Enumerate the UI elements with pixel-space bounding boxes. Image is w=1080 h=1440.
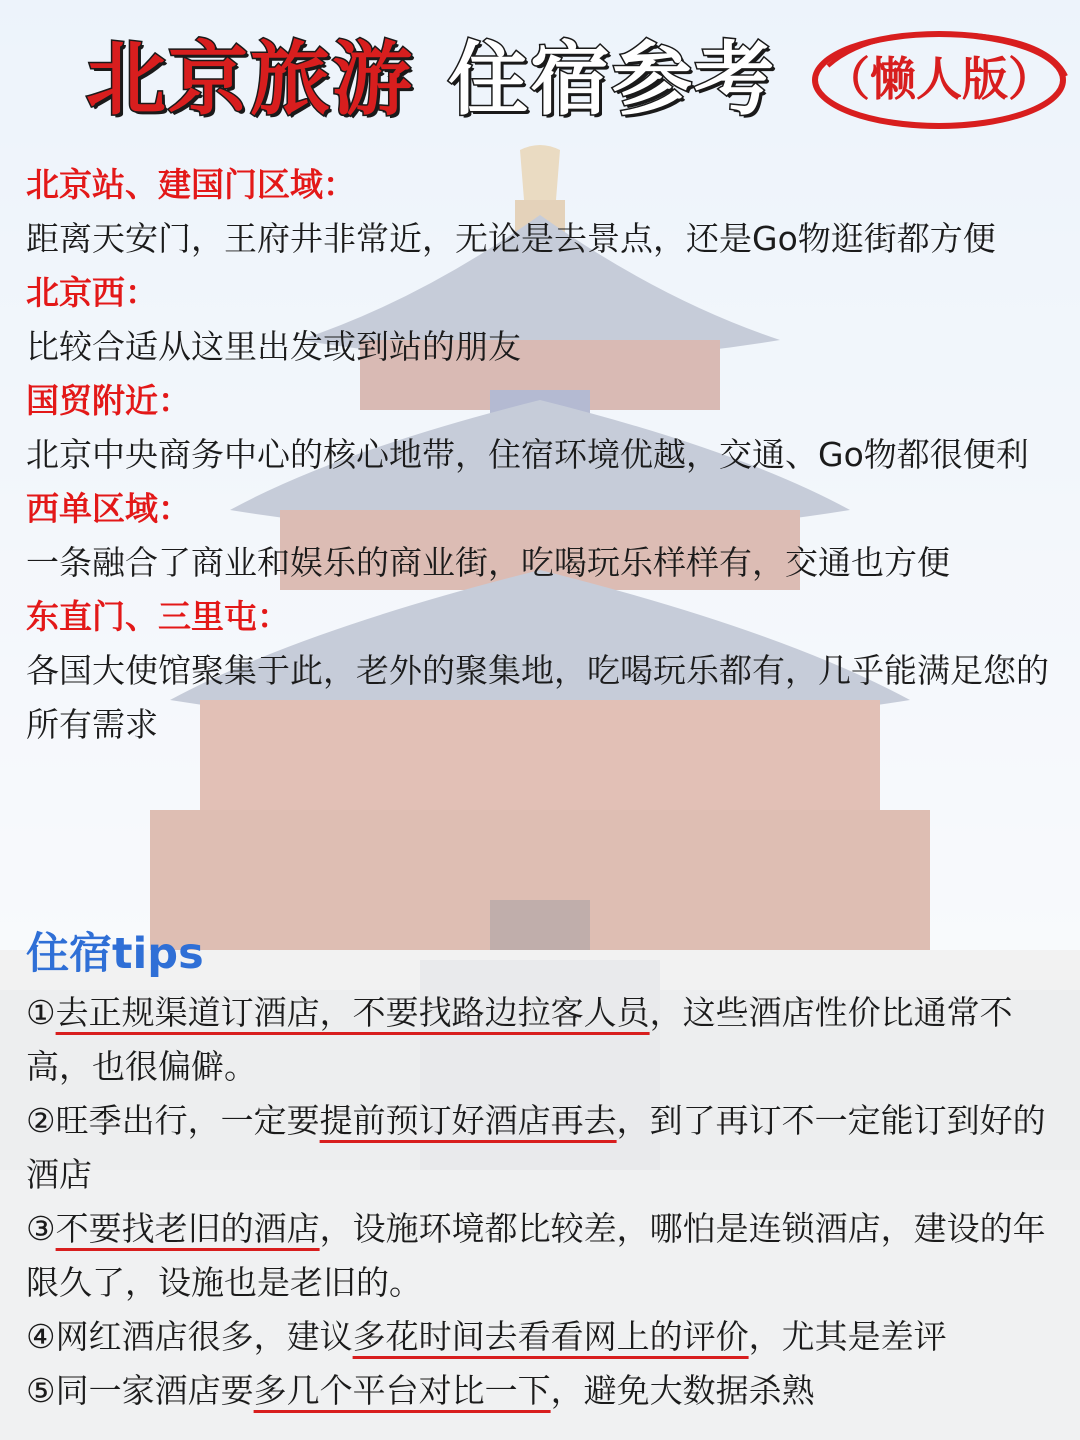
tip-text: 同一家酒店要 bbox=[55, 1371, 254, 1410]
tip-number: ① bbox=[26, 993, 56, 1032]
area-heading: 北京西： bbox=[26, 273, 158, 312]
area-list bbox=[26, 158, 1066, 752]
tip-text: ，设施环境都比较差，哪怕是连锁酒店，建设的年限久了，设施也是老旧的。 bbox=[26, 1209, 1046, 1302]
tip-highlight: 去正规渠道订酒店，不要找路边拉客人员 bbox=[55, 993, 650, 1032]
tips-list bbox=[26, 986, 1066, 1418]
tip-text: ，这些酒店性价比通常不高，也很偏僻。 bbox=[26, 993, 1013, 1086]
tip-item bbox=[26, 1364, 1066, 1418]
tip-text: ，避免大数据杀熟 bbox=[550, 1371, 815, 1410]
area-description: 北京中央商务中心的核心地带，住宿环境优越，交通、Go物都很便利 bbox=[26, 435, 1029, 474]
area-item bbox=[26, 266, 1066, 374]
tip-item bbox=[26, 1310, 1066, 1364]
tip-item bbox=[26, 1202, 1066, 1310]
tip-item bbox=[26, 1094, 1066, 1202]
tip-text: 旺季出行，一定要 bbox=[55, 1101, 320, 1140]
area-heading: 东直门、三里屯： bbox=[26, 597, 290, 636]
tip-number: ③ bbox=[26, 1209, 56, 1248]
area-heading: 国贸附近： bbox=[26, 381, 191, 420]
tip-item bbox=[26, 986, 1066, 1094]
lazy-version-badge bbox=[808, 26, 1070, 134]
tips-title: 住宿tips bbox=[26, 929, 204, 979]
tip-highlight: 不要找老旧的酒店 bbox=[55, 1209, 320, 1248]
tip-number: ④ bbox=[26, 1317, 56, 1356]
tip-text: ，到了再订不一定能订到好的酒店 bbox=[26, 1101, 1046, 1194]
area-item bbox=[26, 482, 1066, 590]
area-description: 距离天安门，王府井非常近，无论是去景点，还是Go物逛街都方便 bbox=[26, 219, 996, 258]
area-item bbox=[26, 590, 1066, 752]
tip-number: ② bbox=[26, 1101, 56, 1140]
area-heading: 西单区域： bbox=[26, 489, 191, 528]
tip-highlight: 多花时间去看看网上的评价 bbox=[352, 1317, 749, 1356]
tip-highlight: 多几个平台对比一下 bbox=[253, 1371, 551, 1410]
badge-label: （懒人版） bbox=[824, 52, 1054, 106]
area-item bbox=[26, 374, 1066, 482]
title-red-part: 北京旅游 bbox=[86, 33, 414, 126]
title-white-part: 住宿参考 bbox=[448, 33, 776, 126]
page-header bbox=[0, 22, 1080, 132]
area-description: 比较合适从这里出发或到站的朋友 bbox=[26, 327, 521, 366]
tip-text: ，尤其是差评 bbox=[748, 1317, 947, 1356]
area-description: 各国大使馆聚集于此，老外的聚集地，吃喝玩乐都有，几乎能满足您的所有需求 bbox=[26, 651, 1049, 744]
tip-highlight: 提前预订好酒店再去 bbox=[319, 1101, 617, 1140]
area-description: 一条融合了商业和娱乐的商业街，吃喝玩乐样样有，交通也方便 bbox=[26, 543, 950, 582]
area-heading: 北京站、建国门区域： bbox=[26, 165, 356, 204]
tip-number: ⑤ bbox=[26, 1371, 56, 1410]
area-item bbox=[26, 158, 1066, 266]
tip-text: 网红酒店很多，建议 bbox=[55, 1317, 353, 1356]
